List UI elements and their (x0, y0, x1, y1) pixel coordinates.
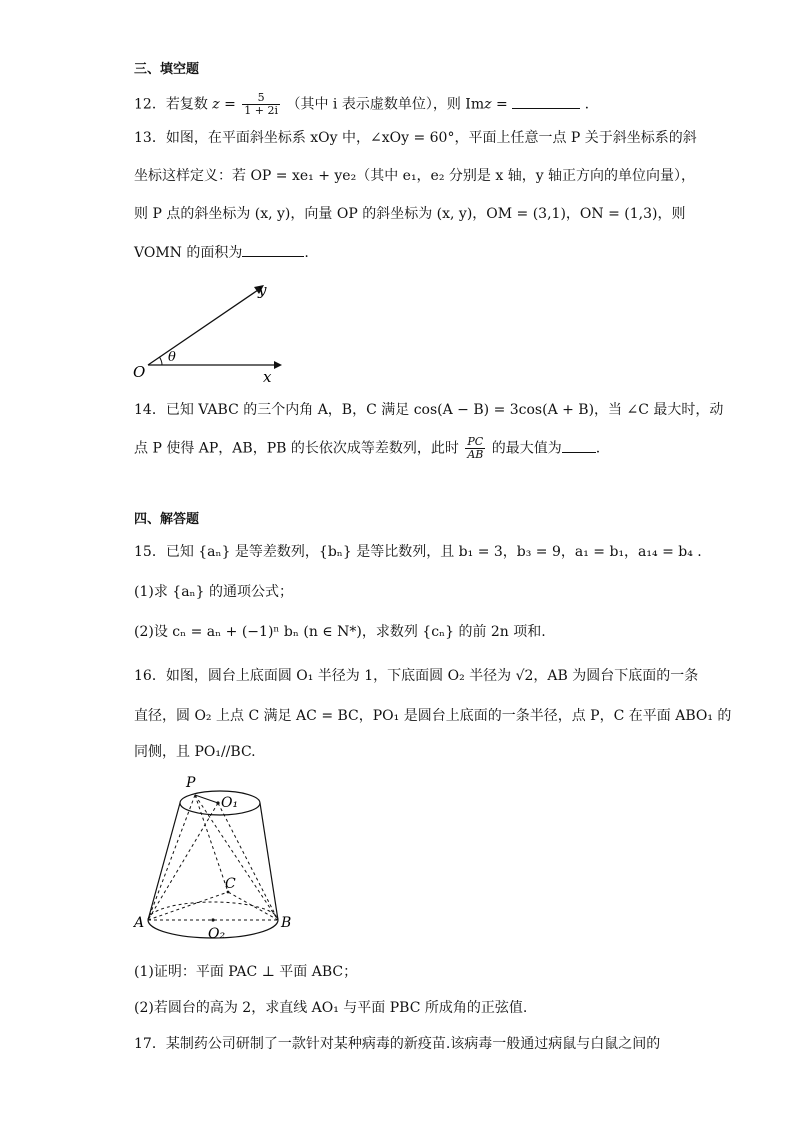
segment-po1 (195, 795, 218, 803)
angle-arc (160, 357, 163, 365)
q16-part-1: (1)证明：平面 PAC ⊥ 平面 ABC； (134, 964, 358, 980)
y-label: y (258, 281, 267, 299)
segment-ao1 (148, 803, 218, 920)
section-heading-fill-in: 三、填空题 (134, 62, 200, 77)
right-generatrix (260, 803, 278, 920)
q14-line-2 (134, 436, 664, 461)
segment-pa (148, 795, 195, 920)
q12-z2: z (484, 96, 492, 113)
theta-label: θ (168, 350, 176, 365)
label-o2: O₂ (208, 926, 226, 942)
label-a: A (134, 915, 145, 931)
q14-fraction (465, 436, 485, 461)
q12-fraction-denominator: 1 + 2i (244, 104, 279, 117)
question-12 (134, 92, 664, 117)
q13-line-2: 坐标这样定义：若 OP = xe₁ + ye₂（其中 e₁，e₂ 分别是 x 轴，y 轴正方向的单位向量）， (134, 168, 696, 184)
q13-line-4-end: . (304, 245, 309, 261)
q16-line-2: 直径，圆 O₂ 上点 C 满足 AC = BC，PO₁ 是圆台上底面的一条半径，点 P，C 在平面 ABO₁ 的 (134, 708, 732, 724)
q16-line-3: 同侧，且 PO₁//BC. (134, 744, 256, 760)
q15-line-1: 15．已知 {aₙ} 是等差数列，{bₙ} 是等比数列，且 b₁ = 3，b₃ = 9，a₁ = b₁，a₁₄ = b₄ . (134, 544, 702, 560)
q12-z: z = (212, 96, 236, 113)
label-b: B (281, 915, 292, 931)
x-label: x (263, 368, 272, 386)
answer-blank-q13[interactable] (242, 242, 304, 257)
label-p: P (186, 775, 196, 791)
q14-line-2-b: 的最大值为 (491, 440, 562, 457)
origin-label: O (133, 363, 146, 381)
q14-line-1: 14．已知 VABC 的三个内角 A，B，C 满足 cos(A − B) = 3cos(A + B)，当 ∠C 最大时，动 (134, 402, 724, 418)
left-generatrix (148, 803, 180, 920)
q13-line-4 (134, 242, 664, 263)
lower-base-back-arc (148, 902, 278, 920)
oblique-axes-figure (128, 272, 288, 387)
q14-fraction-denominator: AB (467, 448, 484, 461)
answer-blank-q12[interactable] (512, 94, 580, 109)
point-o2 (211, 918, 214, 921)
x-axis-arrow (274, 361, 282, 369)
q12-end: . (584, 96, 590, 113)
q13-line-4-text: VOMN 的面积为 (134, 245, 243, 261)
q12-fraction-numerator: 5 (242, 92, 280, 105)
y-axis-line (148, 290, 258, 365)
q16-part-2: (2)若圆台的高为 2，求直线 AO₁ 与平面 PBC 所成角的正弦值. (134, 1000, 528, 1016)
q14-fraction-numerator: PC (465, 436, 485, 449)
point-o1 (216, 801, 219, 804)
frustum-figure (130, 770, 300, 950)
q15-part-2: (2)设 cₙ = aₙ + (−1)ⁿ bₙ (n ∈ N*)，求数列 {cₙ} 的前 2n 项和. (134, 624, 546, 640)
section-heading-solutions: 四、解答题 (134, 512, 200, 527)
q13-line-1: 13．如图，在平面斜坐标系 xOy 中，∠xOy = 60°，平面上任意一点 P 关于斜坐标系的斜 (134, 130, 697, 146)
q14-line-2-end: . (595, 440, 601, 457)
q17-line-1: 17．某制药公司研制了一款针对某种病毒的新疫苗.该病毒一般通过病鼠与白鼠之间的 (134, 1036, 661, 1052)
q12-eq: = (491, 96, 513, 113)
label-c: C (225, 876, 236, 892)
label-o1: O₁ (221, 795, 239, 811)
q12-prefix: 12．若复数 (134, 96, 208, 113)
q15-part-1: (1)求 {aₙ} 的通项公式； (134, 584, 293, 600)
segment-ac (148, 892, 228, 920)
q14-line-2-a: 点 P 使得 AP，AB，PB 的长依次成等差数列，此时 (134, 440, 459, 457)
q12-fraction (242, 92, 280, 117)
q12-middle: （其中 i 表示虚数单位），则 Im (286, 96, 485, 113)
q13-line-3: 则 P 点的斜坐标为 (x, y)，向量 OP 的斜坐标为 (x, y)，OM = (3,1)，ON = (1,3)，则 (134, 206, 686, 222)
answer-blank-q14[interactable] (562, 438, 596, 453)
q16-line-1: 16．如图，圆台上底面圆 O₁ 半径为 1，下底面圆 O₂ 半径为 √2，AB 为圆台下底面的一条 (134, 668, 699, 684)
